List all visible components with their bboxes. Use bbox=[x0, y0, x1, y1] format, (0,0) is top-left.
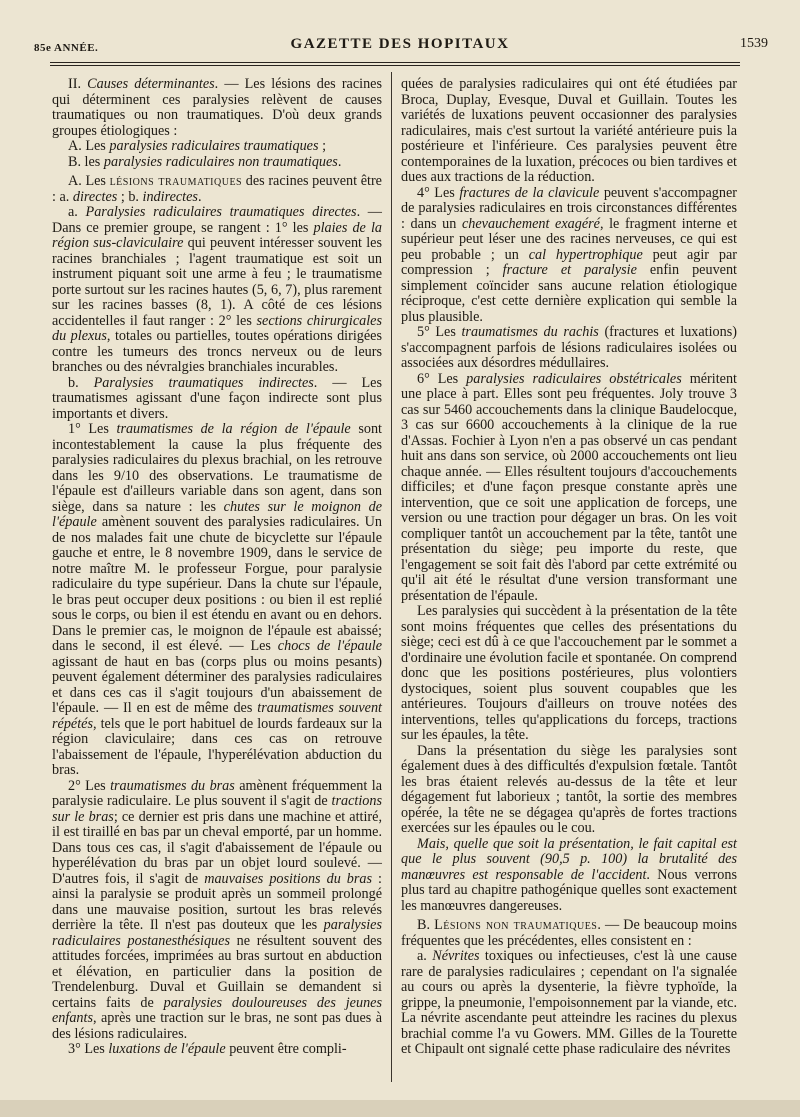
paragraph: B. Lésions non traumatiques. — De beaucoup moins fréquentes que les précédentes, elles consistent en : bbox=[401, 917, 738, 949]
paragraph: B. les paralysies radiculaires non traumatiques. bbox=[68, 153, 342, 170]
paragraph: quées de paralysies radiculaires qui ont été étudiées par Broca, Duplay, Evesque, Duval et Guillain. Toutes les variétés de luxations peuvent occasionner des paralysies radiculaires, mais c'est surtout la variété antérieure puis la postérieure et l'inférieure. Ces paralysies peuvent être contemporaines de la luxation, précoces ou bien tardives et dues aux tractions de la réduction. bbox=[401, 76, 737, 185]
paragraph: Mais, quelle que soit la présentation, le fait capital est que le plus souvent (90,5 p. 100) la brutalité des manœuvres est responsable de l'accident. Nous verrons plus tard au chapitre pathogénique quelles sont exactement les manœuvres dangereuses. bbox=[401, 835, 737, 914]
paragraph: Les paralysies qui succèdent à la présentation de la tête sont moins fréquentes que celles des présentations du siège; ceci est dû à ce que l'accouchement par le sommet a d'ordinaire une évolution facile et spontanée. On comprend donc que les positions postérieures, plus volontiers dystociques, soient plus souvent coupables que les antérieures. Toujours d'ailleurs on trouve notées des interventions, telles qu'applications du forceps, tractions sur les épaules, la tête. bbox=[401, 603, 737, 743]
header-rule-2 bbox=[50, 65, 740, 66]
paragraph: b. Paralysies traumatiques indirectes. — Les traumatismes agissant d'une façon indirecte sont plus importants et divers. bbox=[52, 374, 382, 422]
paragraph: 4° Les fractures de la clavicule peuvent s'accompagner de paralysies radiculaires en trois circonstances différentes : dans un chevauchement exagéré, le fragment interne et supérieur peut léser une des racines nerveuses, ce qui est peu probable ; un cal hypertrophique peut agir par compression ; fracture et paralysie enfin peuvent simplement coïncider sans aucune relation étiologique réciproque, c'est cette dernière explication qui semble la plus plausible. bbox=[401, 184, 738, 325]
left-column bbox=[52, 77, 382, 1058]
page-header bbox=[30, 34, 770, 60]
right-column bbox=[401, 77, 737, 1058]
paragraph: 2° Les traumatismes du bras amènent fréquemment la paralysie radiculaire. Le plus souvent il s'agit de tractions sur le bras; ce dernier est pris dans une machine et attiré, il est tiraillé en bas par un cheval emporté, par un homme. Dans tous ces cas, il s'agit d'abaissement de l'épaule ou hyperélévation du bras par un objet lourd soulevé. — D'autres fois, il s'agit de mauvaises positions du bras : ainsi la paralysie se produit après un sommeil prolongé dans une mauvaise position, surtout les bras relevés derrière la tête. Il n'est pas douteux que les paralysies radiculaires postanesthésiques ne résultent souvent des attitudes forcées, imprimées au bras surtout en abduction et élévation, en particulier dans la position de Trendelenburg. Duval et Guillain se demandent si certains faits de paralysies douloureuses des jeunes enfants, après une traction sur le bras, ne sont pas dues à des lésions radiculaires. bbox=[52, 777, 382, 1042]
year-label: 85e ANNÉE. bbox=[34, 42, 99, 54]
paragraph: II. Causes déterminantes. — Les lésions des racines qui déterminent ces paralysies relèvent de causes traumatiques ou non traumatiques. D'où deux grands groupes étiologiques : bbox=[52, 76, 383, 139]
paragraph: 1° Les traumatismes de la région de l'épaule sont incontestablement la cause la plus fréquente des paralysies radiculaires du plexus brachial, on les retrouve dans les 9/10 des observations. Le traumatisme de l'épaule est d'ailleurs variable dans son agent, dans son siège, dans sa nature : les chutes sur le moignon de l'épaule amènent souvent des paralysies radiculaires. Un de nos malades fait une chute de bicyclette sur l'épaule gauche et entre, le 8 novembre 1909, dans le service de notre maître M. le professeur Forgue, pour paralysie radiculaire du type supérieur. Dans la chute sur l'épaule, le bras peut occuper deux positions : ou bien il est replié sous le corps, ou bien il est étendu en avant ou en dehors. Dans le premier cas, le moignon de l'épaule est abaissé; dans le second, il est élevé. — Les chocs de l'épaule agissant de haut en bas (corps plus ou moins pesants) peuvent également déterminer des paralysies radiculaires et dans ces cas il s'agit toujours d'un abaissement de l'épaule. — Il en est de même des traumatismes souvent répétés, tels que le port habituel de lourds fardeaux sur la région claviculaire; dans ces cas on retrouve l'abaissement de l'épaule, l'hyperélévation abduction du bras. bbox=[52, 421, 383, 778]
page-number: 1539 bbox=[740, 36, 768, 51]
paragraph: 6° Les paralysies radiculaires obstétricales méritent une place à part. Elles sont peu fréquentes. Joly trouve 3 cas sur 5460 accouchements dans la clinique Baudelocque, 3 cas sur 6600 accouchements à la clinique de la rue d'Assas. Fochier à Lyon n'en a pas observé un cas pendant huit ans dans son service, où 2000 accouchements ont lieu chaque année. — Elles résultent toujours d'accouchements difficiles; et d'une façon presque constante après une intervention, que ce soit une application de forceps, une version ou une traction pour dégager un bras. On les voit compliquer tantôt un accouchement par la tête, tantôt une présentation du siège; peu importe du reste, que l'engagement se soit fait dès l'abord par cette extrémité ou qu'il ait été le résultat d'une version transformant une présentation de l'épaule. bbox=[401, 370, 737, 604]
paragraph: 5° Les traumatismes du rachis (fractures et luxations) s'accompagnent parfois de lésions radiculaires isolées ou associées aux désordres médullaires. bbox=[401, 324, 737, 371]
paragraph: a. Paralysies radiculaires traumatiques directes. — Dans ce premier groupe, se rangent : 1° les plaies de la région sus-claviculaire qui peuvent intéresser souvent les racines branchiales ; l'agent traumatique est soit un instrument piquant soit une arme à feu ; le traumatisme porte surtout sur les racines hautes (5, 6, 7), plus rarement sur les racines basses (8, 1). A côté de ces lésions accidentelles il faut ranger : 2° les sections chirurgicales du plexus, totales ou partielles, toutes opérations dirigées contre les tumeurs des troncs nerveux ou de leurs branches ou des névralgies branchiales incurables. bbox=[52, 204, 383, 375]
header-rule bbox=[50, 62, 740, 63]
page-edge bbox=[0, 1100, 800, 1117]
paragraph: 3° Les luxations de l'épaule peuvent être compli- bbox=[68, 1041, 347, 1057]
paragraph: A. Les paralysies radiculaires traumatiques ; bbox=[68, 138, 327, 154]
paragraph: a. Névrites toxiques ou infectieuses, c'est là une cause rare de paralysies radiculaires ; cependant on l'a signalée au cours ou après la dysenterie, la fièvre typhoïde, la grippe, la pneumonie, l'empoisonnement par la viande, etc. La névrite ascendante peut atteindre les racines du plexus brachial comme l'a vu Gowers. MM. Gilles de la Tourette et Chipault ont signalé cette phase radiculaire des névrites bbox=[401, 948, 737, 1057]
paragraph: A. Les lésions traumatiques des racines peuvent être : a. directes ; b. indirectes. bbox=[52, 173, 382, 205]
column-divider bbox=[391, 72, 392, 1082]
journal-title: GAZETTE DES HOPITAUX bbox=[290, 36, 510, 52]
paragraph: Dans la présentation du siège les paralysies sont également dues à des difficultés d'expulsion fœtale. Tantôt les bras étaient relevés au-dessus de la tête et leur dégagement fut laborieux ; tantôt, la sortie des membres opérée, la tête ne se dégagea qu'après de fortes tractions exercées sur les épaules ou le cou. bbox=[401, 742, 737, 836]
